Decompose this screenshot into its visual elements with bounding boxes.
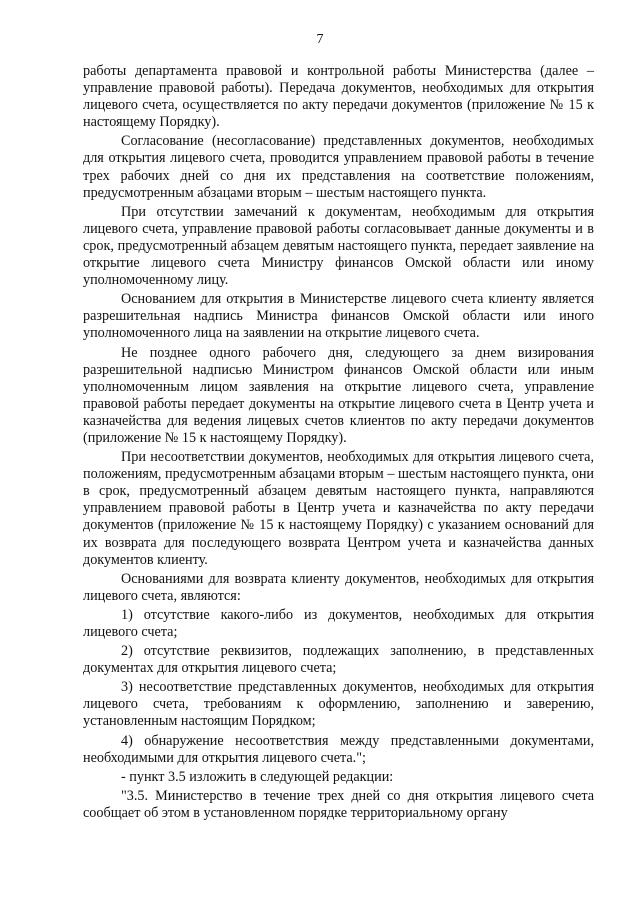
paragraph-amendment: - пункт 3.5 изложить в следующей редакции: bbox=[121, 768, 394, 785]
paragraph-return-grounds: Основаниями для возврата клиенту документов, необходимых для открытия лицевого счета, являются: bbox=[83, 570, 594, 604]
list-item-3: 3) несоответствие представленных документов, необходимых для открытия лицевого счета, требованиям к оформлению, заполнению и заверению, установленным настоящим Порядком; bbox=[83, 679, 594, 730]
paragraph-continuation: работы департамента правовой и контрольной работы Министерства (далее – управление правовой работы). Передача документов, необходимых для открытия лицевого счета, осуществляется по акту передачи документов (приложение № 15 к настоящему Порядку). bbox=[83, 63, 594, 131]
paragraph-basis: Основанием для открытия в Министерстве лицевого счета клиенту является разрешительная надпись Министра финансов Омской области или иного уполномоченного лица на заявлении на открытие лицевого счета. bbox=[83, 291, 594, 342]
list-item-2: 2) отсутствие реквизитов, подлежащих заполнению, в представленных документах для открытия лицевого счета; bbox=[83, 643, 594, 677]
paragraph-clause-3-5: "3.5. Министерство в течение трех дней со дня открытия лицевого счета сообщает об этом в установленном порядке территориальному органу bbox=[83, 787, 594, 821]
paragraph-approval: Согласование (несогласование) представленных документов, необходимых для открытия лицевого счета, проводится управлением правовой работы в течение трех рабочих дней со дня их представления на соответствие положениям, предусмотренным абзацами вторым – шестым настоящего пункта. bbox=[83, 133, 594, 201]
list-item-1: 1) отсутствие какого-либо из документов, необходимых для открытия лицевого счета; bbox=[83, 606, 594, 640]
paragraph-mismatch: При несоответствии документов, необходимых для открытия лицевого счета, положениям, предусмотренным абзацами вторым – шестым настоящего пункта, они в срок, предусмотренный абзацем девятым настоящего пункта, направляются управлением правовой работы в Центр учета и казначейства по акту передачи документов (приложение № 15 к настоящему Порядку) с указанием оснований для их возврата для последующего возврата Центром учета и казначейства данных документов клиенту. bbox=[83, 449, 595, 568]
page-number: 7 bbox=[316, 32, 324, 47]
paragraph-no-remarks: При отсутствии замечаний к документам, необходимым для открытия лицевого счета, управление правовой работы согласовывает данные документы и в срок, предусмотренный абзацем девятым настоящего пункта, передает заявление на открытие лицевого счета Министру финансов Омской области или иному уполномоченному лицу. bbox=[83, 203, 594, 289]
list-item-4: 4) обнаружение несоответствия между представленными документами, необходимыми для открытия лицевого счета."; bbox=[83, 732, 594, 766]
document-body bbox=[83, 63, 594, 822]
paragraph-transfer: Не позднее одного рабочего дня, следующего за днем визирования разрешительной надписью Министром финансов Омской области или иным уполномоченным лицом заявления на открытие лицевого счета, управление правовой работы передает документы на открытие лицевого счета в Центр учета и казначейства для ведения лицевых счетов клиентов по акту передачи документов (приложение № 15 к настоящему Порядку). bbox=[83, 344, 594, 446]
